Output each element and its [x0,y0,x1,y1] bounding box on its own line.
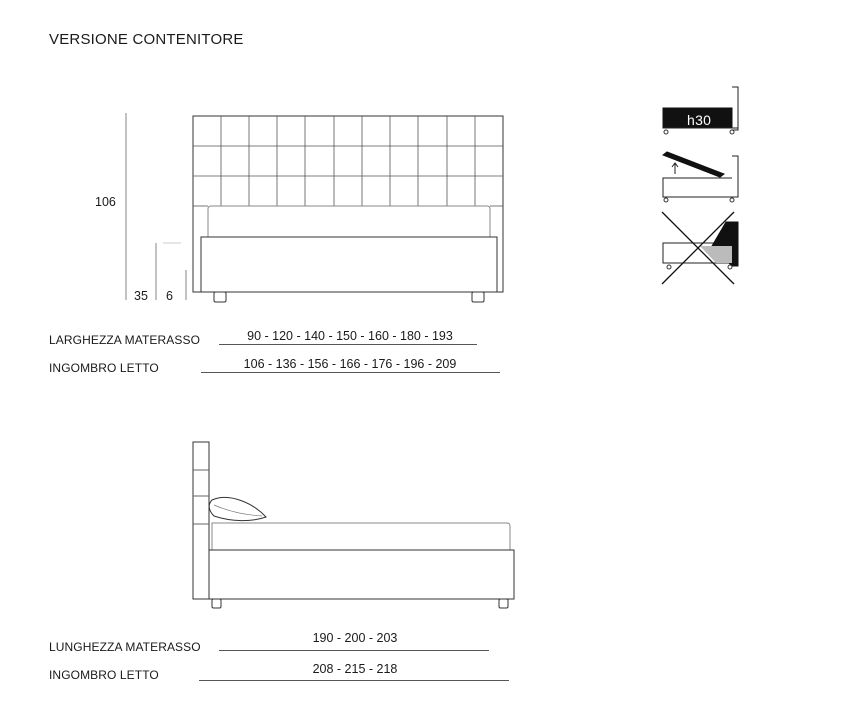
mattress-width-rule [219,344,477,345]
side-bed-frame [209,550,514,608]
bed-length-values: 208 - 215 - 218 [312,662,398,676]
bed-width-values: 106 - 136 - 156 - 166 - 176 - 196 - 209 [243,357,457,371]
page-title: VERSIONE CONTENITORE [49,31,244,48]
front-mattress [208,206,490,237]
mattress-length-values: 190 - 200 - 203 [312,631,398,645]
mattress-length-label: LUNGHEZZA MATERASSO [49,640,201,654]
bed-length-rule [199,680,509,681]
side-pillow [209,497,266,520]
bed-length-label: INGOMBRO LETTO [49,668,159,682]
front-bed-frame [201,237,497,302]
container-height-icon-label: h30 [687,112,712,128]
mattress-length-rule [219,650,489,651]
side-headboard [193,442,209,599]
lift-opening-icon [663,152,738,202]
mattress-width-label: LARGHEZZA MATERASSO [49,333,201,347]
mattress-width-values: 90 - 120 - 140 - 150 - 160 - 180 - 193 [247,329,453,343]
bed-width-label: INGOMBRO LETTO [49,361,159,375]
bed-width-rule [201,372,500,373]
not-allowed-icon [662,212,738,284]
height-feet-label: 6 [166,289,173,303]
side-mattress [212,523,510,550]
height-frame-label: 35 [134,289,148,303]
height-total-label: 106 [95,195,116,209]
front-dimension-lines [126,113,186,300]
